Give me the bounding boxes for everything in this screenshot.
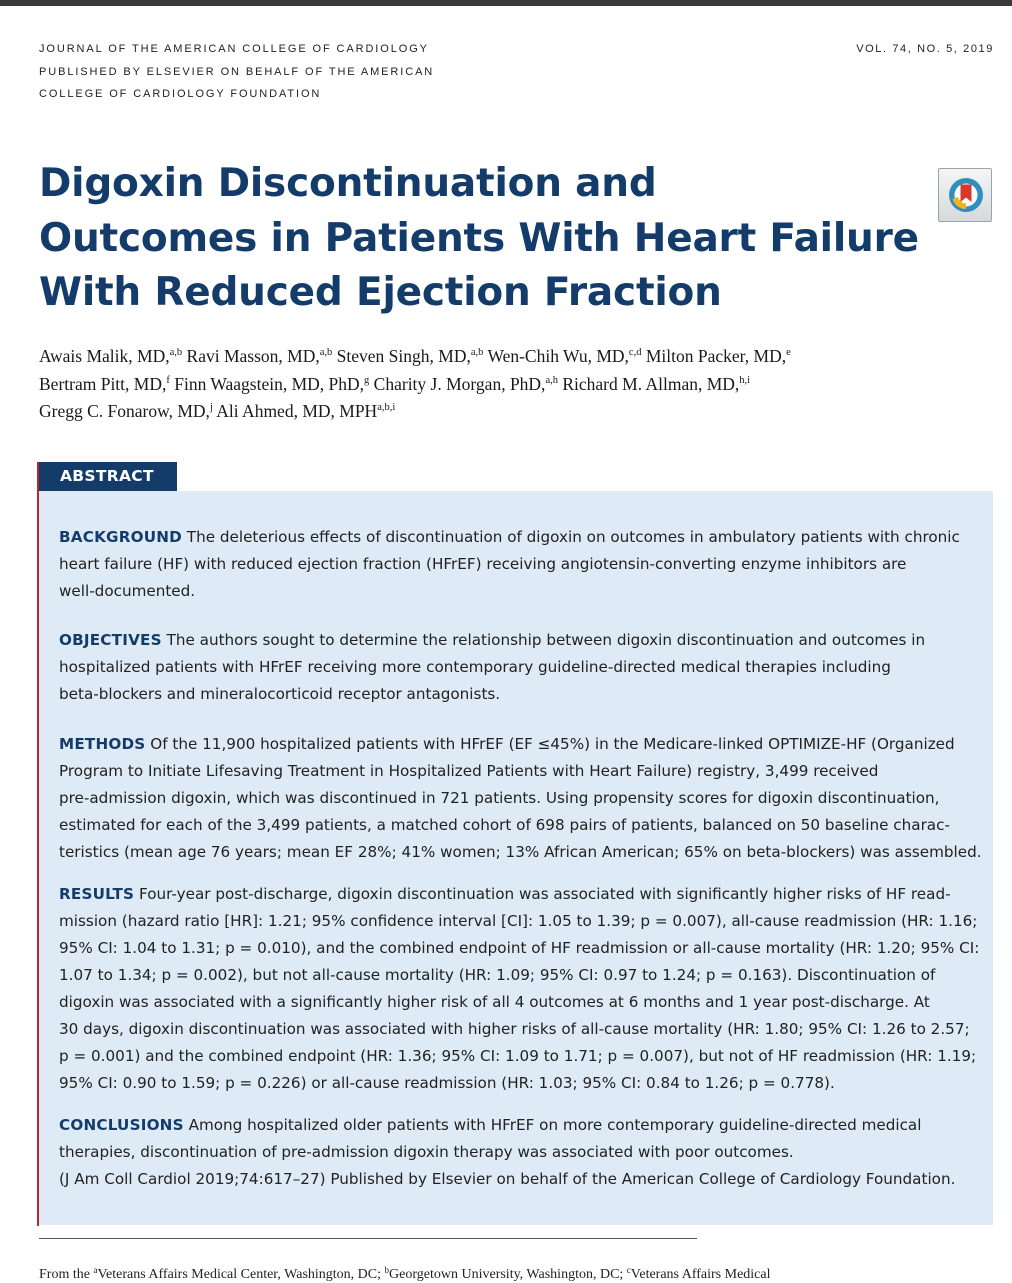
- abstract-text: Four-year post-discharge, digoxin discontinuation was associated with significantly higher risks of HF read-: [139, 885, 951, 903]
- footnote-prefix: From the: [39, 1267, 94, 1282]
- abstract-line: [59, 881, 974, 908]
- footnote-marker: a: [93, 1265, 98, 1275]
- author-name: Ravi Masson, MD,: [186, 346, 320, 366]
- footnote-affiliation: Georgetown University, Washington, DC;: [389, 1267, 627, 1282]
- abstract-text: mission (hazard ratio [HR]: 1.21; 95% confidence interval [CI]: 1.05 to 1.39; p = 0.007), all-cause readmission (HR: 1.16;: [59, 912, 978, 930]
- author-affiliation-marker: a,h: [545, 374, 558, 386]
- abstract-line: [59, 681, 974, 708]
- abstract-line: [59, 785, 974, 812]
- author-affiliation-marker: a,b,i: [377, 402, 396, 413]
- abstract-line: [59, 989, 974, 1016]
- abstract-line: [59, 812, 974, 839]
- author-affiliation-marker: f: [166, 374, 170, 386]
- author-affiliation-marker: a,b: [169, 347, 183, 358]
- author-name: Steven Singh, MD,: [336, 346, 471, 366]
- abstract-line: [59, 908, 978, 935]
- abstract-text: teristics (mean age 76 years; mean EF 28%; 41% women; 13% African American; 65% on beta-blockers) was assembled.: [59, 843, 982, 861]
- abstract-background: [59, 524, 974, 605]
- title-line: Outcomes in Patients With Heart Failure: [39, 215, 919, 261]
- abstract-text: beta-blockers and mineralocorticoid receptor antagonists.: [59, 685, 501, 703]
- journal-name-line-2: PUBLISHED BY ELSEVIER ON BEHALF OF THE AMERICAN: [39, 66, 435, 78]
- author-affiliation-marker: a,b: [319, 347, 333, 358]
- affiliation-footnote: [39, 1267, 939, 1283]
- abstract-text: estimated for each of the 3,499 patients, a matched cohort of 698 pairs of patients, balanced on 50 baseline charac-: [59, 816, 950, 834]
- abstract-line: [59, 578, 974, 605]
- journal-name-line-3: COLLEGE OF CARDIOLOGY FOUNDATION: [39, 88, 322, 100]
- section-heading: BACKGROUND: [59, 528, 182, 546]
- author-name: Bertram Pitt, MD,: [39, 373, 167, 394]
- abstract-text: 95% CI: 0.90 to 1.59; p = 0.226) or all-cause readmission (HR: 1.03; 95% CI: 0.84 to 1.26; p = 0.778).: [59, 1074, 835, 1092]
- author-name: Awais Malik, MD,: [39, 346, 170, 366]
- section-heading: METHODS: [59, 735, 146, 753]
- abstract-line: [59, 1043, 977, 1070]
- author-line: [39, 398, 969, 426]
- abstract-text: The authors sought to determine the relationship between digoxin discontinuation and outcomes in: [166, 631, 926, 649]
- abstract-line: [59, 758, 974, 785]
- abstract-text: therapies, discontinuation of pre-admission digoxin therapy was associated with poor outcomes.: [59, 1143, 794, 1161]
- author-affiliation-marker: g: [364, 374, 370, 386]
- section-heading: OBJECTIVES: [59, 631, 162, 649]
- author-affiliation-marker: a,b: [470, 347, 484, 358]
- abstract-accent-line: [37, 462, 39, 1226]
- abstract-text: digoxin was associated with a significantly higher risk of all 4 outcomes at 6 months and 1 year post-discharge. At: [59, 993, 930, 1011]
- footnote-marker: c: [626, 1265, 631, 1275]
- author-line: [39, 371, 969, 399]
- abstract-text: well-documented.: [59, 582, 196, 600]
- abstract-text: pre-admission digoxin, which was discontinued in 721 patients. Using propensity scores for digoxin discontinuation,: [59, 789, 940, 807]
- footnote-affiliation: Veterans Affairs Medical Center, Washington, DC;: [97, 1267, 385, 1282]
- abstract-text: Program to Initiate Lifesaving Treatment in Hospitalized Patients with Heart Failure) registry, 3,499 received: [59, 762, 879, 780]
- author-name: Wen-Chih Wu, MD,: [487, 346, 629, 366]
- abstract-methods: [59, 731, 982, 866]
- author-name: Milton Packer, MD,: [645, 346, 787, 366]
- abstract-line: [59, 935, 980, 962]
- abstract-line: [59, 524, 974, 551]
- journal-name-line-1: JOURNAL OF THE AMERICAN COLLEGE OF CARDIOLOGY: [39, 43, 429, 55]
- abstract-line: [59, 1139, 974, 1166]
- abstract-label: ABSTRACT: [39, 462, 177, 491]
- crossmark-button[interactable]: [938, 168, 992, 222]
- footnote-affiliation: Veterans Affairs Medical: [630, 1267, 771, 1282]
- abstract-line: [59, 1070, 974, 1097]
- author-affiliation-marker: h,i: [739, 374, 751, 386]
- author-list: [39, 343, 969, 426]
- footnote-marker: b: [384, 1265, 390, 1275]
- author-name: Finn Waagstein, MD, PhD,: [174, 373, 365, 394]
- abstract-line: [59, 962, 974, 989]
- abstract-text: Among hospitalized older patients with HFrEF on more contemporary guideline-directed medical: [188, 1116, 922, 1134]
- section-heading: RESULTS: [59, 885, 135, 903]
- abstract-line: [59, 654, 974, 681]
- abstract-line: [59, 839, 982, 866]
- author-name: Ali Ahmed, MD, MPH: [216, 401, 378, 421]
- author-line: [39, 343, 969, 371]
- abstract-line: [59, 627, 974, 654]
- abstract-line: [59, 551, 974, 578]
- abstract-results: [59, 881, 980, 1097]
- footnote-divider: [39, 1238, 697, 1239]
- abstract-line: [59, 1112, 974, 1139]
- abstract-line: [59, 731, 974, 758]
- abstract-text: (J Am Coll Cardiol 2019;74:617–27) Published by Elsevier on behalf of the American College of Cardiology Foundation.: [59, 1170, 956, 1188]
- section-heading: CONCLUSIONS: [59, 1116, 184, 1134]
- abstract-text: p = 0.001) and the combined endpoint (HR: 1.36; 95% CI: 1.09 to 1.71; p = 0.007), but not of HF readmission (HR: 1.19;: [59, 1047, 977, 1065]
- author-name: Charity J. Morgan, PhD,: [373, 373, 546, 394]
- abstract-text: The deleterious effects of discontinuation of digoxin on outcomes in ambulatory patients with chronic: [186, 528, 960, 546]
- crossmark-icon: [946, 175, 986, 215]
- abstract-text: 30 days, digoxin discontinuation was associated with higher risks of all-cause mortality (HR: 1.80; 95% CI: 1.26 to 2.57;: [59, 1020, 970, 1038]
- title-line: With Reduced Ejection Fraction: [39, 270, 722, 315]
- abstract-objectives: [59, 627, 974, 708]
- abstract-line: [59, 1016, 974, 1043]
- author-affiliation-marker: c,d: [628, 347, 642, 358]
- abstract-text: heart failure (HF) with reduced ejection fraction (HFrEF) receiving angiotensin-converting enzyme inhibitors are: [59, 555, 907, 573]
- abstract-line: [59, 1166, 974, 1193]
- article-title: [39, 157, 919, 321]
- author-name: Richard M. Allman, MD,: [562, 373, 740, 394]
- author-affiliation-marker: e: [786, 347, 791, 358]
- abstract-text: hospitalized patients with HFrEF receiving more contemporary guideline-directed medical therapies including: [59, 658, 891, 676]
- top-bar: [0, 0, 1012, 6]
- abstract-conclusions: [59, 1112, 974, 1193]
- abstract-text: 1.07 to 1.34; p = 0.002), but not all-cause mortality (HR: 1.09; 95% CI: 0.97 to 1.24; p = 0.163). Discontinuation of: [59, 966, 936, 984]
- author-name: Gregg C. Fonarow, MD,: [39, 401, 210, 421]
- author-affiliation-marker: j: [209, 402, 213, 413]
- volume-info: VOL. 74, NO. 5, 2019: [856, 43, 994, 55]
- title-line: Digoxin Discontinuation and: [39, 161, 657, 206]
- abstract-text: Of the 11,900 hospitalized patients with HFrEF (EF ≤45%) in the Medicare-linked OPTIMIZE-HF (Organized: [150, 735, 955, 753]
- abstract-text: 95% CI: 1.04 to 1.31; p = 0.010), and the combined endpoint of HF readmission or all-cause mortality (HR: 1.20; 95% CI:: [59, 939, 980, 957]
